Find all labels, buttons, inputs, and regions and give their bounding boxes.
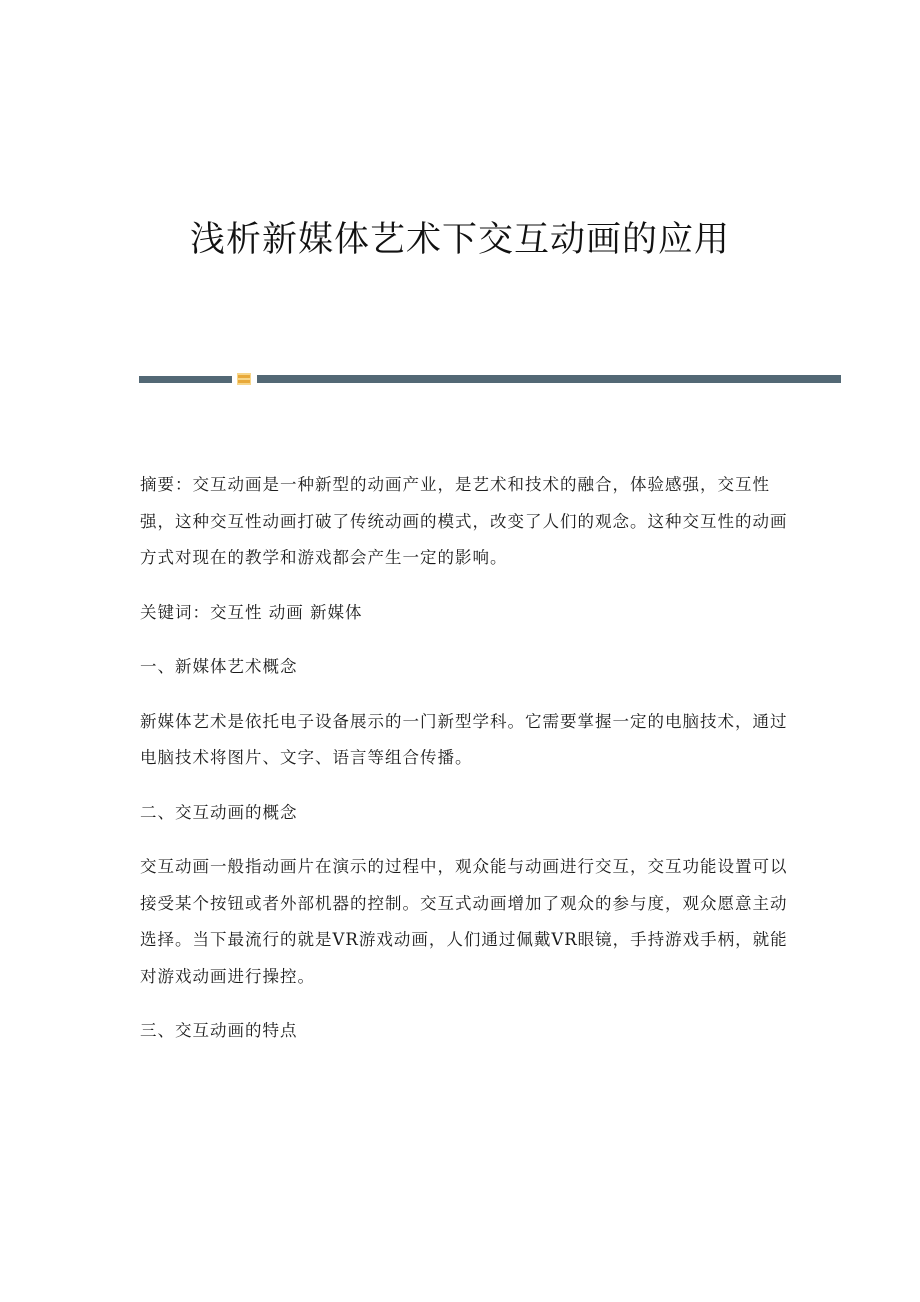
section-body-2: 交互动画一般指动画片在演示的过程中，观众能与动画进行交互，交互功能设置可以接受某个按钮或者外部机器的控制。交互式动画增加了观众的参与度，观众愿意主动选择。当下最流行的就是VR游戏动画，人们通过佩戴VR眼镜，手持游戏手柄，就能对游戏动画进行操控。 [140, 857, 788, 986]
title-divider [139, 375, 841, 384]
keywords-line: 关键词：交互性 动画 新媒体 [140, 602, 363, 622]
section-body-1: 新媒体艺术是依托电子设备展示的一门新型学科。它需要掌握一定的电脑技术，通过电脑技术将图片、文字、语言等组合传播。 [140, 711, 788, 767]
divider-bar-left [139, 376, 232, 383]
section-heading-3: 三、交互动画的特点 [140, 1021, 298, 1040]
abstract-paragraph: 摘要：交互动画是一种新型的动画产业，是艺术和技术的融合，体验感强，交互性强，这种交互性动画打破了传统动画的模式，改变了人们的观念。这种交互性的动画方式对现在的教学和游戏都会产生一定的影响。 [140, 475, 788, 567]
document-body [140, 467, 790, 1068]
divider-bar-right [257, 375, 841, 383]
section-heading-2: 二、交互动画的概念 [140, 802, 298, 822]
document-icon [237, 373, 251, 385]
page-title: 浅析新媒体艺术下交互动画的应用 [189, 220, 730, 260]
section-heading-1: 一、新媒体艺术概念 [140, 657, 298, 676]
